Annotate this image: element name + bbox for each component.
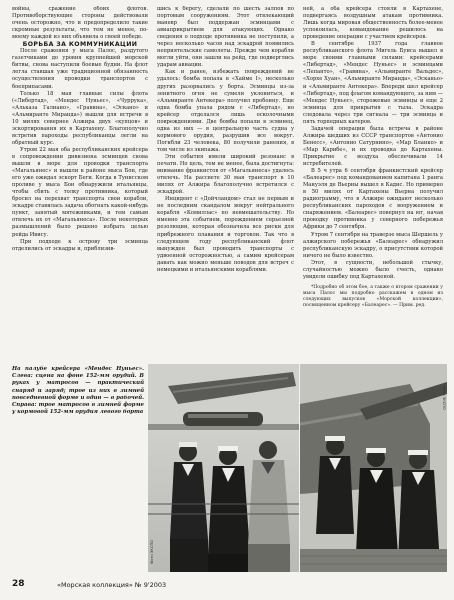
page-number: 28	[12, 579, 25, 589]
article-column-2	[157, 6, 294, 366]
paragraph: При подходе к острову три эсминца отделились от эскадры и, приблизив-	[12, 238, 148, 252]
paragraph: Только 18 мая главные силы флота («Либертад», «Мендес Нуньес», «Чуррука», «Альказа Галиано», «Гравина», «Эскано» и «Альмиранте Миранда») вышли для встречи в 10 милях севернее Алжира двух «купцов» и эскортирования их в Картахену. Благополучно встретив пароходы республиканцы легли на обратный курс.	[12, 90, 148, 146]
paragraph: ней, а оба крейсера стояли в Картахене, подвергаясь воздушным атакам противника. Лишь когда мировая общественность более-менее успокоилась, командование решилось на проведение операции с участием крейсеров.	[303, 6, 443, 41]
paragraph: Этот, в сущности, небольшой стычку, случайностью можно было счесть, однако увидели ошибку под Картахеной.	[303, 259, 443, 280]
paragraph: В 5 ч утра 6 сентября франкистский крейсер «Балеарес» под командованием капитана 1 ранга Мануэля де Вьерны вышел в Кадис. Но примерно в 50 милях от Картахены Вьерна получил радиограмму, что в Алжире ожидают несколько республиканских пароходов с вооружением и снаряжением. «Балеарес» повернул на юг, начав проводку противника у северного побережья Африки до 7 сентября.	[303, 168, 443, 231]
article-column-1	[12, 6, 148, 366]
paragraph: Утром 7 сентября на траверзе мыса Шершель у алжирского побережья «Балеарес» обнаружил республиканскую эскадру, о присутствии которой ничего не было известно.	[303, 231, 443, 259]
photo-caption: На палубе крейсера «Мендес Нуньес». Слева: сцена на фоне 152-мм орудий. В руках у матросов — практический снаряд и заряд; трое из них в зимней повседневной форме и один — в рабочей. Справа: трое матросов в зимней форме у кормовой 152-мм орудия левого борта	[12, 366, 144, 416]
paragraph: войны, сражение обоих флотов. Противоборствующие стороны действовали очень осторожно, что и предопределило такие скромные результаты, что тем не менее, по-моему каждой из них объявила о своей победе.	[12, 6, 148, 41]
paragraph: Задачей операции была встреча в районе Алжира шедших из СССР транспортов «Антонио Бенесс», «Антонио Сатурнино», «Мар Бланко» и «Мар Карибе», и их проводка до Картахены. Прикрытие с воздуха обеспечивали 14 истребителей.	[303, 125, 443, 168]
photo-credit: Фото ЭКСПО	[442, 386, 446, 410]
photo-sailors-right-image	[300, 364, 447, 572]
photo-sailors-left	[148, 364, 299, 572]
paragraph: В сентябре 1937 года главное республиканского флота Мигель Буиса вышел в море своими главными силами: крейсерами «Либертад», «Мендес Нуньес» и эсминцами «Лепанто», «Гравина», «Альмиранте Вальдес», «Хорхе Хуан», «Альмиранте Миранда», «Эсканьо» и «Альмиранте Антекера». Впереди шел крейсер «Либертад», под флагом командующего, за ним — «Мендес Нуньес», сторожевые эсминцы и еще 2 эсминца для прикрытия с тыла. Эскадра следовала через три сигнала — три эсминца и пять торпедных катеров.	[303, 41, 443, 125]
paragraph: Как и ранее, избежать повреждений не удалось: бомба попала в «Хайме I», несколько других разорвались у борта. Эсминцы из-за зенитного огня не сумели уклониться, и «Альмиранте Антекера» получил пробоину. Еще одна бомба упала рядом с «Либертад», но крейсер отделался лишь осколочными повреждениями. Две бомбы попали в эсминец, одна из них — в центральную часть судна у кормового орудия, разрушив все вокруг. Погибли 23 человека, 80 получили ранения, в том числе из экипажа.	[157, 69, 294, 153]
article-column-3	[303, 6, 443, 366]
paragraph: Инцидент с «Дойчландом» стал не первым и не последним скандалом вокруг нейтрального корабля «Комиллас» по невмешательству. Но именно эта событием, порождением серьезной резолюции, которая обозначила все риски для прибрежного плавания и торговли. Так что в следующем году республиканский флот вынужден был проводить транспорты с удвоенной осторожностью, а самим крейсерам давать как можно меньше поводов для встреч с немецкими и итальянскими кораблями.	[157, 196, 294, 273]
paragraph: шись к берегу, сделали по шесть залпов по портовым сооружениям. Этот отвлекающий маневр был поддержан эсминцами с авиаприкрытием для атакующих. Однако сведения о подходе противника не поступили, а через несколько часов над эскадрой появились неприятельские самолеты. Прежде чем корабли могли уйти, они зашли на рейд, где подверглись ударам авиации.	[157, 6, 294, 69]
section-heading: БОРЬБА ЗА КОММУНИКАЦИИ	[22, 41, 138, 49]
photo-credit: Фото ЭКСПО	[150, 540, 154, 564]
paragraph: Утром 22 мая оба республиканских крейсера в сопровождении дивизиона эсминцев снова вышли в море для проводки транспорта «Магальянес» и вышли в районе мыса Бон, где его уже ожидал эскорт Беги. Когда в Тунисском проливе у мыса Бон обнаружили итальянцы, чтобы сбить с толку противника, который бросил на перехват транспорта свои корабли, эскадре ставилась задача обогнать какой-нибудь пункт, занятый мятежниками, и тем самым отвлечь их от «Магальянеса». После некоторых размышлений было решено избрать целью рейда Ивису.	[12, 146, 148, 238]
photo-sailors-left-image	[148, 364, 299, 572]
footnote: *Подробно об этом бое, а также о втором сражении у мыса Палос мы подробно расскажем в одном из следующих выпусков «Морской коллекции», посвященном крейсеру «Балеарес». — Прим. ред.	[303, 284, 443, 308]
photo-sailors-right	[300, 364, 447, 572]
paragraph: Эти события имели широкий резонанс в печати. Но цель, тем не менее, была достигнута: внимание франкистов от «Магальянеса» удалось отвлечь. На рассвете 30 мая транспорт в 10 милях от Алжира благополучно встретился с эскадрой.	[157, 153, 294, 196]
paragraph: После сражения у мыса Палос, раздутого газетчиками до уровня крупнейшей морской битвы, снова наступили боевые будни. На флот легла ставшая уже традиционной обязанность осуществления проводки транспортов с боеприпасами.	[12, 48, 148, 90]
magazine-title: «Морская коллекция» № 9'2003	[57, 581, 167, 589]
